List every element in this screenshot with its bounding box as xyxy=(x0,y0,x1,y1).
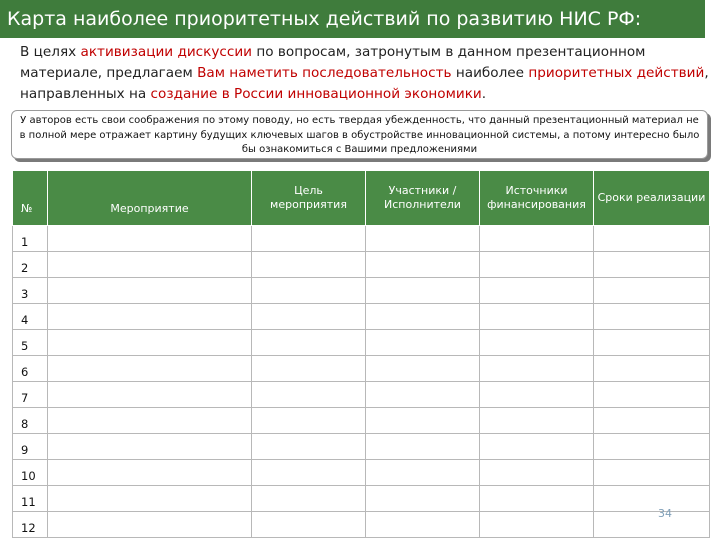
cell-event[interactable] xyxy=(48,278,252,304)
cell-participants[interactable] xyxy=(366,408,480,434)
cell-goal[interactable] xyxy=(252,226,366,252)
cell-funding[interactable] xyxy=(480,434,594,460)
note-callout: У авторов есть свои соображения по этому поводу, но есть твердая убежденность, что данный презентационный материал не в полной мере отражает картину будущих ключевых шагов в обустройстве инновационной системы, а потому интересно было бы ознакомиться с Вашими предложениями xyxy=(11,110,708,159)
row-number: 3 xyxy=(13,278,48,304)
table-row xyxy=(13,512,710,538)
cell-deadline[interactable] xyxy=(594,486,710,512)
cell-event[interactable] xyxy=(48,382,252,408)
table-row xyxy=(13,330,710,356)
cell-funding[interactable] xyxy=(480,252,594,278)
cell-deadline[interactable] xyxy=(594,382,710,408)
cell-goal[interactable] xyxy=(252,356,366,382)
cell-event[interactable] xyxy=(48,512,252,538)
row-number: 4 xyxy=(13,304,48,330)
cell-participants[interactable] xyxy=(366,356,480,382)
cell-goal[interactable] xyxy=(252,304,366,330)
cell-goal[interactable] xyxy=(252,330,366,356)
table-row xyxy=(13,226,710,252)
row-number: 11 xyxy=(13,486,48,512)
priority-actions-table xyxy=(12,170,710,538)
cell-participants[interactable] xyxy=(366,382,480,408)
cell-participants[interactable] xyxy=(366,304,480,330)
cell-goal[interactable] xyxy=(252,278,366,304)
table-row xyxy=(13,278,710,304)
cell-participants[interactable] xyxy=(366,252,480,278)
cell-event[interactable] xyxy=(48,408,252,434)
cell-goal[interactable] xyxy=(252,252,366,278)
header-funding: Источники финансирования xyxy=(480,171,594,226)
cell-funding[interactable] xyxy=(480,330,594,356)
cell-participants[interactable] xyxy=(366,330,480,356)
row-number: 9 xyxy=(13,434,48,460)
cell-deadline[interactable] xyxy=(594,460,710,486)
cell-event[interactable] xyxy=(48,304,252,330)
table-row xyxy=(13,304,710,330)
intro-text-3: наиболее xyxy=(451,65,529,81)
cell-goal[interactable] xyxy=(252,434,366,460)
header-deadline: Сроки реализации xyxy=(594,171,710,226)
cell-participants[interactable] xyxy=(366,226,480,252)
cell-goal[interactable] xyxy=(252,382,366,408)
cell-event[interactable] xyxy=(48,252,252,278)
row-number: 1 xyxy=(13,226,48,252)
cell-funding[interactable] xyxy=(480,486,594,512)
row-number: 8 xyxy=(13,408,48,434)
header-participants: Участники / Исполнители xyxy=(366,171,480,226)
cell-event[interactable] xyxy=(48,434,252,460)
cell-goal[interactable] xyxy=(252,460,366,486)
cell-deadline[interactable] xyxy=(594,278,710,304)
cell-funding[interactable] xyxy=(480,356,594,382)
cell-participants[interactable] xyxy=(366,434,480,460)
cell-funding[interactable] xyxy=(480,460,594,486)
cell-deadline[interactable] xyxy=(594,434,710,460)
intro-highlight-1: активизации дискуссии xyxy=(80,44,253,60)
header-goal: Цель мероприятия xyxy=(252,171,366,226)
cell-event[interactable] xyxy=(48,226,252,252)
table-body xyxy=(13,226,710,538)
table-row xyxy=(13,460,710,486)
header-event: Мероприятие xyxy=(48,171,252,226)
cell-deadline[interactable] xyxy=(594,356,710,382)
cell-funding[interactable] xyxy=(480,226,594,252)
row-number: 2 xyxy=(13,252,48,278)
cell-funding[interactable] xyxy=(480,304,594,330)
intro-text-2: по вопросам, затронутым в данном презентационном материале, предлагаем xyxy=(20,44,646,81)
row-number: 12 xyxy=(13,512,48,538)
row-number: 6 xyxy=(13,356,48,382)
cell-funding[interactable] xyxy=(480,382,594,408)
cell-deadline[interactable] xyxy=(594,304,710,330)
table-row xyxy=(13,382,710,408)
cell-deadline[interactable] xyxy=(594,252,710,278)
cell-funding[interactable] xyxy=(480,512,594,538)
page-number: 34 xyxy=(658,507,672,520)
cell-deadline[interactable] xyxy=(594,512,710,538)
row-number: 5 xyxy=(13,330,48,356)
slide-title: Карта наиболее приоритетных действий по развитию НИС РФ: xyxy=(0,0,705,38)
intro-highlight-4: создание в России инновационной экономики xyxy=(150,86,482,102)
cell-event[interactable] xyxy=(48,460,252,486)
cell-goal[interactable] xyxy=(252,512,366,538)
cell-funding[interactable] xyxy=(480,408,594,434)
intro-paragraph xyxy=(20,42,710,105)
table-row xyxy=(13,434,710,460)
intro-text-5: . xyxy=(481,86,487,102)
cell-deadline[interactable] xyxy=(594,408,710,434)
cell-funding[interactable] xyxy=(480,278,594,304)
intro-text-4: , направленных на xyxy=(20,65,709,102)
header-number: № xyxy=(13,171,48,226)
cell-goal[interactable] xyxy=(252,486,366,512)
cell-goal[interactable] xyxy=(252,408,366,434)
cell-event[interactable] xyxy=(48,486,252,512)
table-row xyxy=(13,252,710,278)
cell-participants[interactable] xyxy=(366,486,480,512)
table-header-row xyxy=(13,171,710,226)
table-row xyxy=(13,408,710,434)
intro-text-1: В целях xyxy=(20,44,81,60)
table-row xyxy=(13,486,710,512)
cell-event[interactable] xyxy=(48,330,252,356)
intro-highlight-3: приоритетных действий xyxy=(528,65,705,81)
cell-deadline[interactable] xyxy=(594,226,710,252)
intro-highlight-2: Вам наметить последовательность xyxy=(197,65,452,81)
cell-participants[interactable] xyxy=(366,460,480,486)
cell-participants[interactable] xyxy=(366,512,480,538)
cell-deadline[interactable] xyxy=(594,330,710,356)
table-row xyxy=(13,356,710,382)
row-number: 7 xyxy=(13,382,48,408)
cell-event[interactable] xyxy=(48,356,252,382)
row-number: 10 xyxy=(13,460,48,486)
cell-participants[interactable] xyxy=(366,278,480,304)
